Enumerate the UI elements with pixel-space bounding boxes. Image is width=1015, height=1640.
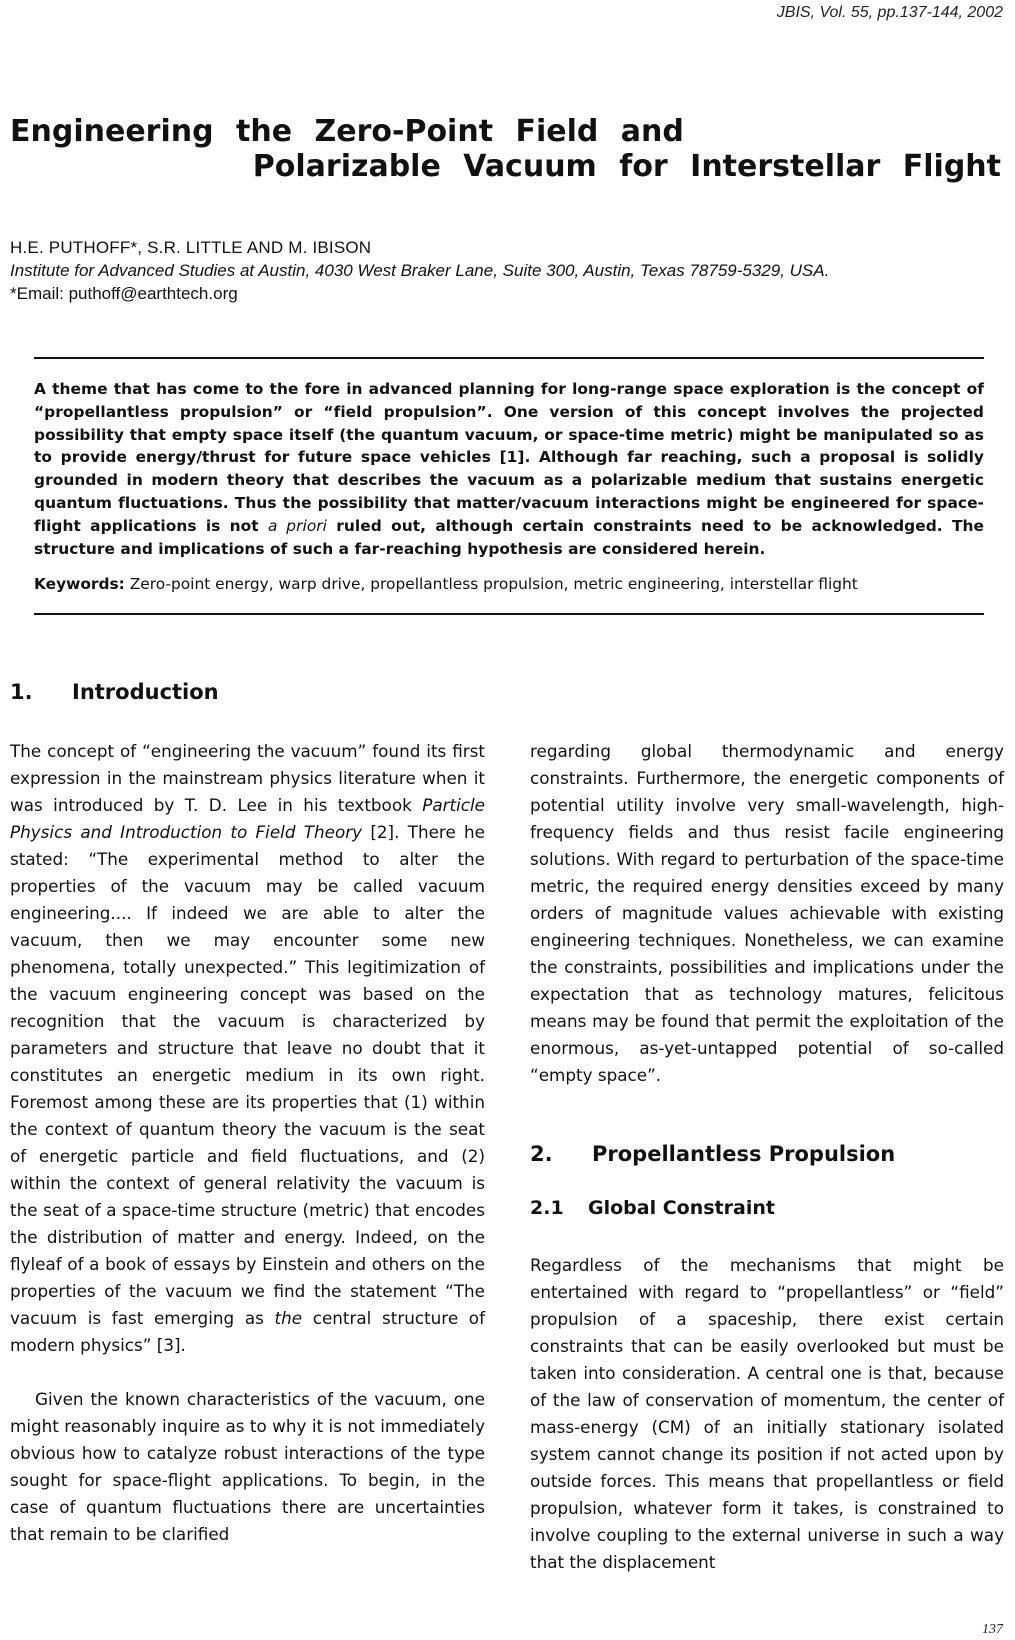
title-line-2: Polarizable Vacuum for Interstellar Flight — [252, 149, 1001, 184]
section-title: Introduction — [72, 680, 219, 704]
keywords — [34, 575, 858, 593]
abstract-bottom-rule — [34, 613, 984, 615]
book-title: Particle Physics and Introduction to Field Theory — [10, 795, 485, 842]
affiliation: Institute for Advanced Studies at Austin, 4030 West Braker Lane, Suite 300, Austin, Texas 78759-5329, USA. — [10, 261, 830, 280]
subsection-title: Global Constraint — [588, 1197, 775, 1219]
subsection-heading-global-constraint — [530, 1197, 775, 1219]
paragraph: Regardless of the mechanisms that might be entertained with regard to “propellantless” or “field” propulsion of a spaceship, there exist certain constraints that can be easily overlooked but must be taken into consideration. A central one is that, because of the law of conservation of momentum, the center of mass-energy (CM) of an initially stationary isolated system cannot change its position if not acted upon by outside forces. This means that propellantless or field propulsion, whatever form it takes, is constrained to involve coupling to the external universe in such a way that the displacement — [530, 1255, 1004, 1572]
section-title: Propellantless Propulsion — [592, 1142, 896, 1166]
page-number: 137 — [982, 1622, 1003, 1637]
keywords-text: Zero-point energy, warp drive, propellantless propulsion, metric engineering, interstellar flight — [124, 575, 858, 593]
subsection-number: 2.1 — [530, 1197, 564, 1219]
abstract-text-2: ruled out, although certain constraints need to be acknowledged. The structure and implications of such a far-reaching hypothesis are considered herein. — [34, 516, 984, 558]
journal-reference: JBIS, Vol. 55, pp.137-144, 2002 — [776, 4, 1003, 21]
paper-title — [10, 114, 1005, 184]
paragraph — [10, 738, 485, 1359]
paragraph: regarding global thermodynamic and energy constraints. Furthermore, the energetic components of potential utility involve very small-wavelength, high-frequency fields and thus resist facile engineering solutions. With regard to perturbation of the space-time metric, the required energy densities exceed by many orders of magnitude values achievable with existing engineering techniques. Nonetheless, we can examine the constraints, possibilities and implications under the expectation that as technology matures, felicitous means may be found that permit the exploitation of the enormous, as-yet-untapped potential of so-called “empty space”. — [530, 741, 1004, 1085]
section-heading-propellantless-propulsion — [530, 1142, 895, 1166]
paragraph-text: [2]. There he stated: “The experimental method to alter the properties of the vacuum may be called vacuum engineering.... If indeed we are able to alter the vacuum, then we may encounter some new phenomena, totally unexpected.” This legitimization of the vacuum engineering concept was based on the recognition that the vacuum is characterized by parameters and structure that leave no doubt that it constitutes an energetic medium in its own right. Foremost among these are its properties that (1) within the context of quantum theory the vacuum is the seat of energetic particle and field fluctuations, and (2) within the context of general relativity the vacuum is the seat of a space-time structure (metric) that encodes the distribution of matter and energy. Indeed, on the flyleaf of a book of essays by Einstein and others on the properties of the vacuum we find the statement “The vacuum is fast emerging as — [10, 822, 485, 1328]
body-column-right-continued — [530, 1252, 1004, 1576]
section-number: 1. — [10, 680, 33, 704]
body-column-left — [10, 738, 485, 1548]
abstract-top-rule — [34, 357, 984, 359]
emphasis: the — [274, 1308, 303, 1328]
abstract-text-1: A theme that has come to the fore in advanced planning for long-range space exploration is the concept of “propellantless propulsion” or “field propulsion”. One version of this concept involves the projected possibility that empty space itself (the quantum vacuum, or space-time metric) might be manipulated so as to provide energy/thrust for future space vehicles [1]. Although far reaching, such a proposal is solidly grounded in modern theory that describes the vacuum as a polarizable medium that sustains energetic quantum fluctuations. Thus the possibility that matter/vacuum interactions might be engineered for space-flight applications is not — [34, 380, 984, 535]
body-column-right — [530, 738, 1004, 1089]
author-email: *Email: puthoff@earthtech.org — [10, 284, 238, 303]
keywords-label: Keywords: — [34, 575, 125, 593]
author-list: H.E. PUTHOFF*, S.R. LITTLE AND M. IBISON — [10, 238, 372, 257]
title-line-1: Engineering the Zero-Point Field and — [10, 114, 684, 149]
abstract-italic: a priori — [268, 516, 327, 535]
section-heading-introduction — [10, 680, 219, 704]
paragraph: Given the known characteristics of the vacuum, one might reasonably inquire as to why it is not immediately obvious how to catalyze robust interactions of the type sought for space-flight applications. To begin, in the case of quantum fluctuations there are uncertainties that remain to be clarified — [10, 1389, 485, 1544]
paragraph-text: The concept of “engineering the vacuum” found its first expression in the mainstream physics literature when it was introduced by T. D. Lee in his textbook — [10, 741, 485, 815]
section-number: 2. — [530, 1142, 553, 1166]
paragraph-text: central structure of modern physics” [3]. — [10, 1308, 485, 1355]
abstract — [34, 378, 984, 560]
